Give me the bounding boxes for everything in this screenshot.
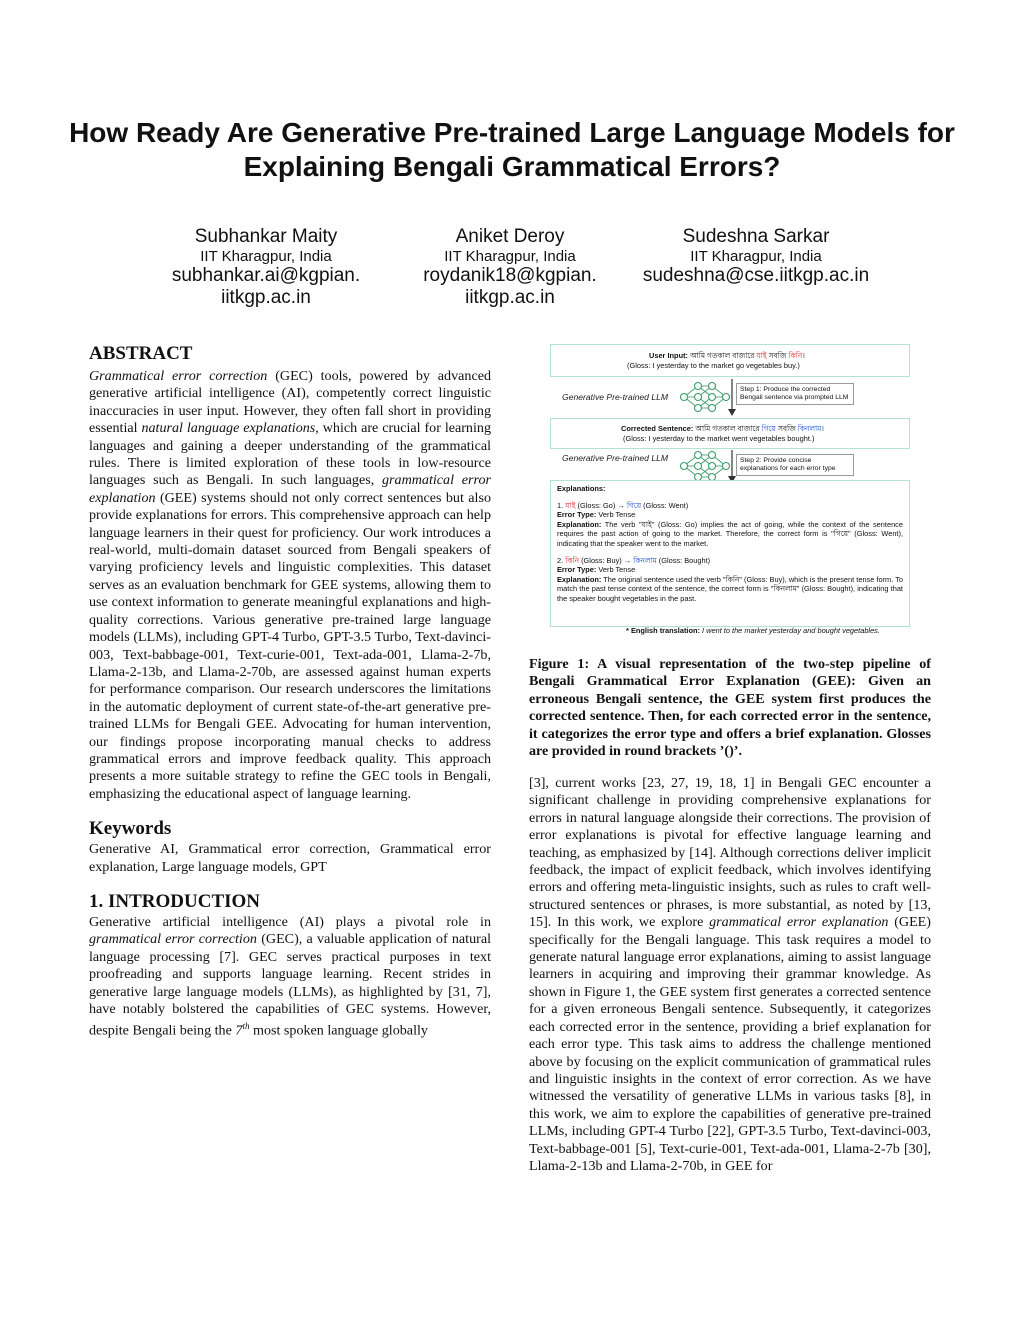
text-run: th [242, 1021, 250, 1032]
explanation-2-text [557, 575, 903, 604]
exp2-type-label: Error Type: [557, 565, 597, 575]
introduction-heading: 1. INTRODUCTION [89, 890, 261, 912]
author-affiliation: IIT Kharagpur, India [690, 248, 822, 265]
explanation-1-text [557, 520, 903, 549]
text-run: natural language explanations [141, 420, 316, 437]
corrected-line [621, 424, 911, 434]
english-translation [594, 626, 912, 636]
text-run: , which are crucial for learning languages and gaining a deeper understanding of the grammatical rules. There is limited exploration of these tools in low-resource languages such as Bengali. In such languages, [89, 420, 491, 489]
user-input-bengali: আমি গতকাল বাজারে [690, 351, 757, 360]
text-run: [3], current works [23, 27, 19, 18, 1] in Bengali GEC encounter a significant challenge in providing comprehensive explanations for errors in natural language alongside their corrections. The provision of error explanations is pivotal for effective language learning and teaching, as emphasized by [14]. Although corrections deliver implicit feedback, the impact of explicit feedback, which involves identifying errors and offering meta-linguistic insights, such as rules to craft well-structured sentences or phrases, is more substantial, as noted by [13, 15]. In this work, we explore [529, 775, 931, 931]
abstract-heading: ABSTRACT [89, 343, 193, 364]
exp1-gloss: (Gloss: Go) → [577, 500, 627, 510]
author-email: sudeshna@cse.iitkgp.ac.in [642, 265, 870, 286]
text-run: (GEE) specifically for the Bengali language. This task requires a model to generate natural language error explanations, aiming to assist language learners in acquiring and improving their grammar knowledge. As shown in Figure 1, the GEE system first generates a corrected sentence for a given erroneous Bengali sentence. Subsequently, it categorizes each corrected error in the sentence, providing a brief explanation for each error type. This task aims to address the challenge mentioned above by focusing on the explicit communication of grammatical rules and linguistic insights in the context of error correction. As we have witnessed the versatility of generative LLMs in various tasks [8], in this work, we aim to explore the capabilities of generative pre-trained LLMs, including GPT-4 Turbo [22], GPT-3.5 Turbo, Text-davinci-003, Text-babbage-001 [5], Text-curie-001, Text-ada-001, Llama-2-7b [30], Llama-2-13b and Llama-2-70b, in GEE for [529, 914, 931, 1174]
exp1-error-word: যাই [565, 500, 576, 510]
user-input-box [550, 344, 910, 377]
exp2-error-word: কিনি [565, 555, 580, 565]
right-column [529, 775, 931, 1175]
corrected-word-2: কিনলাম [797, 424, 822, 433]
author-affiliation: IIT Kharagpur, India [444, 248, 576, 265]
user-input-bengali-mid: সবজি [766, 351, 789, 360]
introduction-text [89, 914, 491, 1041]
step-1-box: Step 1: Produce the corrected Bengali sentence via prompted LLM [736, 383, 854, 405]
text-run: grammatical error explanation [709, 914, 889, 931]
text-run: most spoken language globally [249, 1023, 428, 1040]
exp1-expl: The verb "যাই" (Gloss: Go) implies the act of going, while the context of the sentence requires the past action of going to the market. Therefore, the correct form is "গিয়ে" (Gloss: Went), indicating that the speaker went to the market. [557, 519, 903, 548]
author-name: Aniket Deroy [455, 226, 565, 247]
corrected-label: Corrected Sentence: [621, 424, 694, 433]
keywords-text: Generative AI, Grammatical error correction, Grammatical error explanation, Large language models, GPT [89, 841, 491, 875]
left-column [89, 342, 491, 1041]
step-2-box: Step 2: Provide concise explanations for each error type [736, 454, 854, 476]
explanations-box [550, 480, 910, 627]
author-name: Sudeshna Sarkar [682, 226, 830, 247]
text-run: 7 [235, 1023, 243, 1040]
figure-caption: Figure 1: A visual representation of the two-step pipeline of Bengali Grammatical Error Explanation (GEE): Given an erroneous Bengali sentence, the GEE system first produces the corrected sentence. Then, for each corrected error in the sentence, it categorizes the error type and offers a brief explanation. Glosses are provided in round brackets ’()’. [529, 656, 931, 760]
text-run: grammatical error correction [89, 931, 257, 948]
author-block-1 [146, 226, 386, 309]
exp1-correct-word: গিয়ে [626, 500, 642, 510]
keywords-heading: Keywords [89, 818, 172, 840]
exp1-correct-gloss: (Gloss: Went) [641, 500, 689, 510]
exp2-gloss: (Gloss: Buy) → [581, 555, 634, 565]
exp1-type: Verb Tense [598, 510, 636, 520]
exp2-correct-word: কিনলাম [633, 555, 657, 565]
author-email-cont: iitkgp.ac.in [221, 287, 311, 308]
error-word-2: কিনি [788, 351, 803, 360]
exp1-type-label: Error Type: [557, 510, 597, 520]
author-email: roydanik18@kgpian. [423, 265, 597, 286]
explanation-1-type [557, 510, 903, 520]
exp1-expl-label: Explanation: [557, 519, 602, 529]
intro-continued-text [529, 775, 931, 1175]
corrected-bengali-mid: সবজি [775, 424, 798, 433]
text-run: grammatical error explanation [89, 472, 491, 506]
model-label-1: Generative Pre-trained LLM [562, 392, 669, 402]
user-input-line [649, 351, 909, 361]
explanation-1-header: 1. যাই (Gloss: Go) → গিয়ে (Gloss: Went) [557, 500, 689, 510]
explanation-2-type [557, 565, 903, 575]
abstract-text [89, 368, 491, 803]
text-run: (GEC) tools, powered by advanced generative artificial intelligence (AI), competently correct linguistic inaccuracies in user input. However, they often fall short in providing essential [89, 368, 491, 437]
paper-title: How Ready Are Generative Pre-trained Large Language Models for Explaining Bengali Grammatical Errors? [69, 117, 955, 182]
user-input-label: User Input: [649, 351, 689, 360]
author-block-3 [634, 226, 878, 287]
exp2-correct-gloss: (Gloss: Bought) [656, 555, 711, 565]
author-email-cont: iitkgp.ac.in [465, 287, 555, 308]
text-run: Grammatical error correction [89, 368, 268, 384]
exp2-expl: The original sentence used the verb "কিনি" (Gloss: Buy), which is the present tense form. To match the past tense context of the sentence, the correct form is "কিনলাম" (Gloss: Bought), indicating that the speaker bought vegetables in the past. [557, 574, 903, 603]
error-word-1: যাই [756, 351, 767, 360]
exp2-type: Verb Tense [598, 565, 636, 575]
corrected-bengali-end: । [821, 424, 824, 433]
text-run: Generative artificial intelligence (AI) plays a pivotal role in [89, 913, 491, 930]
text-run: (GEC), a valuable application of natural language processing [7]. GEC serves practical purposes in text proofreading and supports language learning. Recent strides in generative large language models (LLMs), as highlighted by [31, 7], have notably bolstered the capabilities of GEC systems. However, despite Bengali being the [89, 931, 492, 1040]
explanations-label: Explanations: [557, 484, 606, 493]
model-label-2: Generative Pre-trained LLM [562, 453, 669, 463]
user-input-bengali-end: । [802, 351, 805, 360]
explanations-content [557, 484, 903, 604]
text-run: (GEE) systems should not only correct sentences but also provide explanations for errors. This comprehensive approach can help language learners in their quest for proficiency. Our work introduces a real-world, multi-domain dataset sourced from Bengali speakers of varying proficiency levels and linguistic complexities. This dataset serves as an evaluation benchmark for GEE systems, allowing them to use context information to generate meaningful explanations and high-quality corrections. Various generative pre-trained large language models (LLMs), including GPT-4 Turbo, GPT-3.5 Turbo, Text-davinci-003, Text-babbage-001, Text-curie-001, Text-ada-001, Llama-2-7b, Llama-2-13b, and Llama-2-70b, are assessed against human experts for performance comparison. Our research underscores the limitations in the automatic deployment of current state-of-the-art generative pre-trained LLMs for Bengali GEE. Advocating for human intervention, our findings propose incorporating manual checks to address grammatical errors and improve feedback quality. This approach presents a more suitable strategy to refine the GEC tools in Bengali, emphasizing the educational aspect of language learning. [89, 489, 491, 802]
corrected-sentence-box [550, 418, 910, 449]
corrected-bengali: আমি গতকাল বাজারে [695, 424, 762, 433]
author-name: Subhankar Maity [194, 226, 338, 247]
corrected-word-1: গিয়ে [761, 424, 776, 433]
author-email: subhankar.ai@kgpian. [171, 265, 361, 286]
translation-text: I went to the market yesterday and bought vegetables. [702, 626, 880, 635]
user-input-gloss: (Gloss: I yesterday to the market go vegetables buy.) [627, 361, 800, 370]
figure-1 [548, 344, 912, 636]
explanation-2-header: 2. কিনি (Gloss: Buy) → কিনলাম (Gloss: Bought) [557, 555, 711, 565]
author-affiliation: IIT Kharagpur, India [200, 248, 332, 265]
corrected-gloss: (Gloss: I yesterday to the market went vegetables bought.) [623, 434, 815, 443]
exp2-expl-label: Explanation: [557, 574, 602, 584]
translation-label: * English translation: [626, 626, 700, 635]
author-block-2 [390, 226, 630, 309]
